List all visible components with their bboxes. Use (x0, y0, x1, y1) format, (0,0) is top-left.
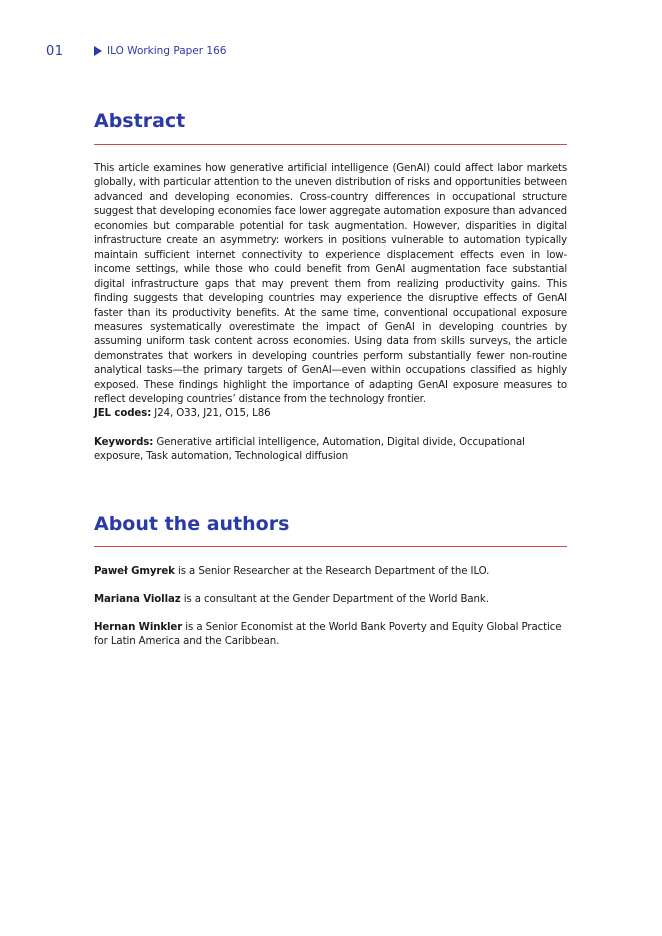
abstract-heading: Abstract (94, 110, 186, 132)
author-description: is a Senior Economist at the World Bank Poverty and Equity Global Practice for Latin America and the Caribbean. (94, 622, 562, 648)
page-number: 01 (46, 43, 64, 59)
author-bio (94, 565, 567, 579)
keywords-label: Keywords: (94, 437, 154, 448)
author-name: Paweł Gmyrek (94, 566, 175, 577)
author-bio (94, 621, 567, 650)
author-bio (94, 593, 567, 607)
keywords (94, 436, 567, 465)
author-name: Hernan Winkler (94, 622, 183, 633)
play-arrow-icon (94, 46, 102, 56)
running-title: ILO Working Paper 166 (107, 45, 227, 57)
abstract-body: This article examines how generative artificial intelligence (GenAI) could affect labor markets globally, with particular attention to the uneven distribution of risks and opportunities between advanced and developing economies. Cross-country differences in occupational structure suggest that developing economies face lower aggregate automation exposure than advanced economies but comparable potential for task augmentation. However, disparities in digital infrastructure create an asymmetry: workers in positions vulnerable to automation typically maintain sufficient internet connectivity to experience displacement effects even in low-income settings, while those who could benefit from GenAI augmentation face substantial digital infrastructure gaps that may prevent them from realizing productivity gains. This finding suggests that developing countries may experience the disruptive effects of GenAI faster than its productivity benefits. At the same time, conventional occupational exposure measures systematically overestimate the impact of GenAI in developing countries by assuming uniform task content across economies. Using data from skills surveys, the article demonstrates that workers in developing countries perform substantially fewer non-routine analytical tasks—the primary targets of GenAI—even within occupations classified as highly exposed. These findings highlight the importance of adapting GenAI exposure measures to reflect developing countries’ distance from the technology frontier. (94, 163, 567, 406)
keywords-value: Generative artificial intelligence, Automation, Digital divide, Occupational exposure, Task automation, Technological diffusion (94, 437, 525, 463)
authors-heading: About the authors (94, 513, 290, 535)
author-description: is a consultant at the Gender Department of the World Bank. (180, 594, 489, 605)
jel-codes (94, 407, 567, 421)
abstract-divider (94, 144, 567, 145)
author-name: Mariana Viollaz (94, 594, 181, 605)
page-header (46, 43, 226, 59)
author-description: is a Senior Researcher at the Research Department of the ILO. (174, 566, 490, 577)
authors-divider (94, 546, 567, 547)
jel-codes-label: JEL codes: (94, 408, 152, 419)
jel-codes-value: J24, O33, J21, O15, L86 (151, 408, 271, 419)
